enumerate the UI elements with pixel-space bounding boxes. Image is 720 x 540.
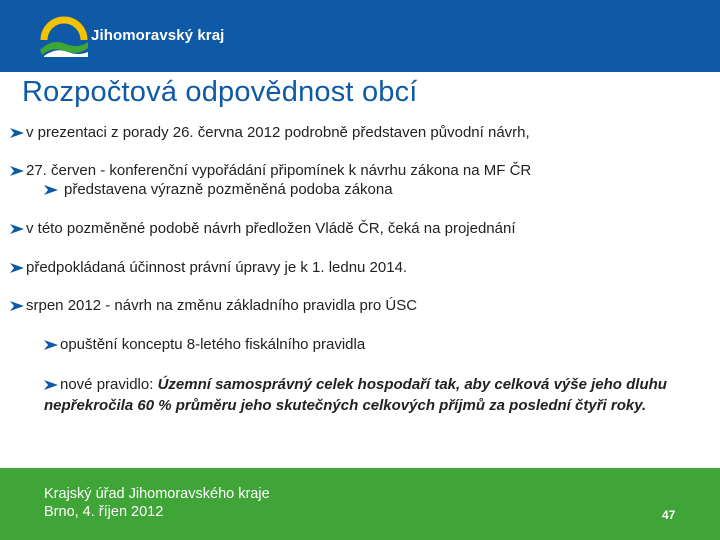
arrow-bullet-icon <box>10 224 24 234</box>
bullet-text: v prezentaci z porady 26. června 2012 podrobně představen původní návrh, <box>26 124 530 141</box>
sub-bullet-item <box>44 181 393 198</box>
bullet-item <box>10 124 530 141</box>
slide-title: Rozpočtová odpovědnost obcí <box>22 76 418 108</box>
header-bar <box>0 0 720 72</box>
jihomoravsky-kraj-logo-icon <box>38 14 90 58</box>
arrow-bullet-icon <box>10 301 24 311</box>
arrow-bullet-icon <box>44 340 58 350</box>
rule-prefix: nové pravidlo: <box>60 376 158 393</box>
bullet-text: opuštění konceptu 8-letého fiskálního pravidla <box>60 336 366 353</box>
bullet-text: představena výrazně pozměněná podoba zákona <box>64 181 393 198</box>
page-number: 47 <box>662 508 676 522</box>
rule-paragraph <box>44 374 714 416</box>
arrow-bullet-icon <box>10 166 24 176</box>
bullet-item <box>10 162 531 179</box>
footer-office: Krajský úřad Jihomoravského kraje <box>44 486 270 502</box>
bullet-text: v této pozměněné podobě návrh předložen Vládě ČR, čeká na projednání <box>26 220 516 237</box>
sub-bullet-item <box>44 336 365 353</box>
arrow-bullet-icon <box>44 380 58 390</box>
bullet-item <box>10 220 516 237</box>
bullet-text: 27. červen - konferenční vypořádání připomínek k návrhu zákona na MF ČR <box>26 162 532 179</box>
arrow-bullet-icon <box>10 128 24 138</box>
bullet-text: předpokládaná účinnost právní úpravy je k 1. lednu 2014. <box>26 259 408 276</box>
bullet-item <box>10 297 417 314</box>
footer-bar <box>0 468 720 540</box>
bullet-item <box>10 259 407 276</box>
bullet-text: srpen 2012 - návrh na změnu základního pravidla pro ÚSC <box>26 297 418 314</box>
brand-name: Jihomoravský kraj <box>91 27 225 44</box>
footer-text <box>44 485 270 521</box>
arrow-bullet-icon <box>44 185 58 195</box>
arrow-bullet-icon <box>10 263 24 273</box>
rule-emphasis: Územní samosprávný celek hospodaří tak, aby celková výše jeho dluhu nepřekročila 60 % průměru jeho skutečných celkových příjmů za poslední čtyři roky. <box>44 376 667 414</box>
footer-date: Brno, 4. říjen 2012 <box>44 504 164 520</box>
